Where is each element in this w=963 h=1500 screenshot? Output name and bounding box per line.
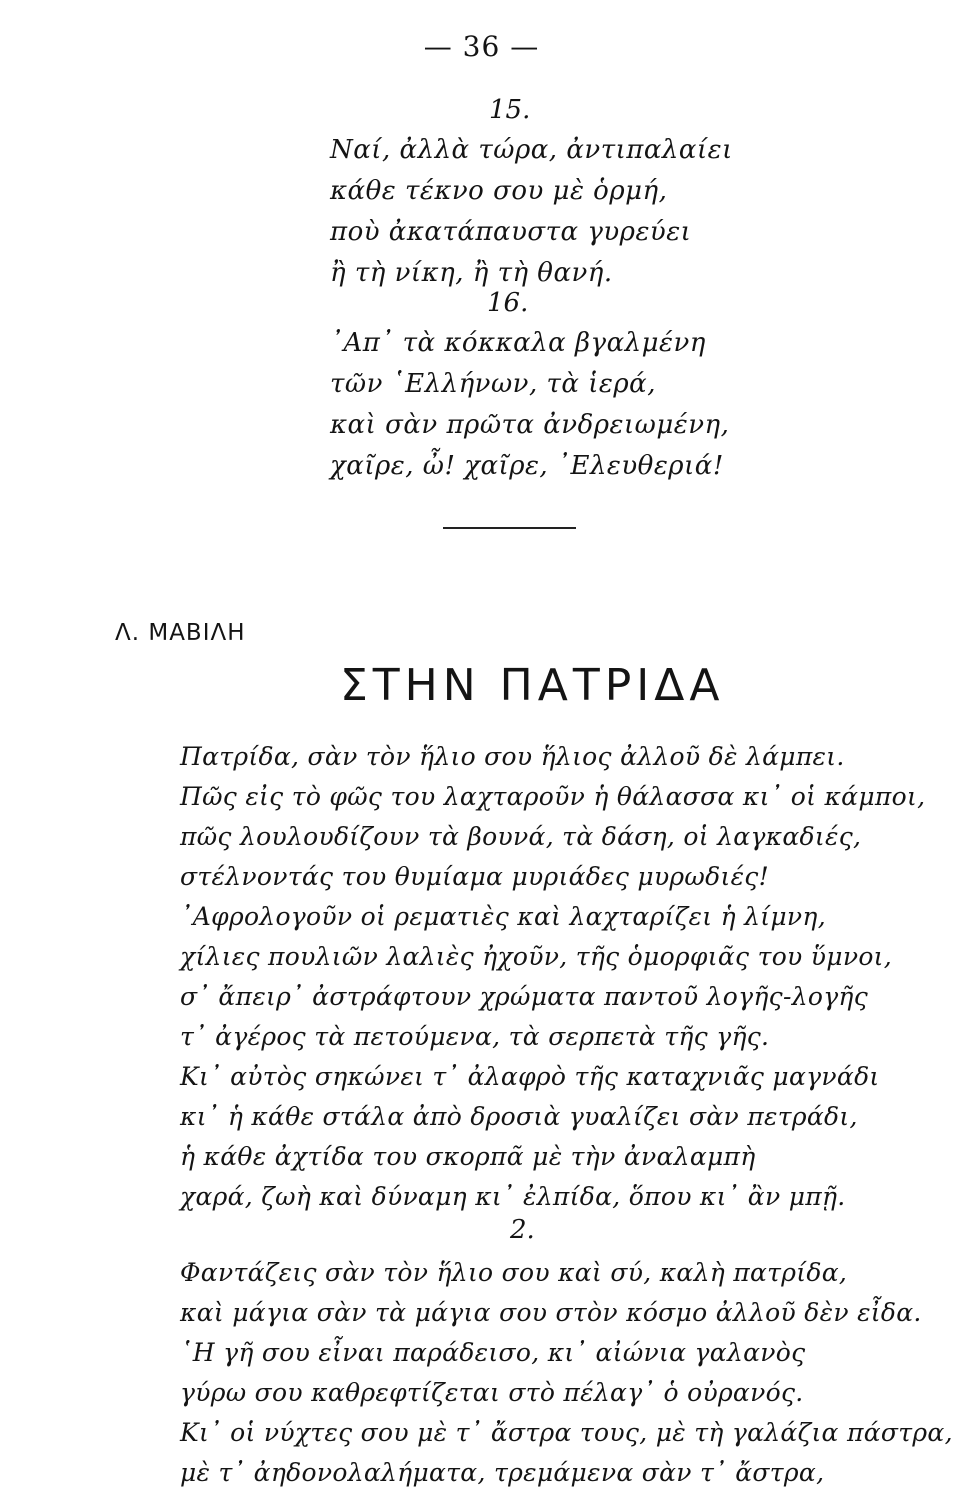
poem-line: χίλιες πουλιῶν λαλιὲς ἠχοῦν, τῆς ὁμορφιᾶς του ὕμνοι, [180, 942, 893, 971]
poem-line: γύρω σου καθρεφτίζεται στὸ πέλαγ᾿ ὁ οὐρανός. [180, 1378, 804, 1407]
verse-line: κάθε τέκνο σου μὲ ὁρμή, [330, 176, 668, 206]
poem-line: ᾿Αφρολογοῦν οἱ ρεματιὲς καὶ λαχταρίζει ἡ λίμνη, [180, 902, 826, 931]
poem-line: καὶ μάγια σὰν τὰ μάγια σου στὸν κόσμο ἀλλοῦ δὲν εἶδα. [180, 1298, 922, 1327]
poem-line: σ᾿ ἄπειρ᾿ ἀστράφτουν χρώματα παντοῦ λογῆς-λογῆς [180, 982, 869, 1011]
poem-line: Κι᾿ οἱ νύχτες σου μὲ τ᾿ ἄστρα τους, μὲ τὴ γαλάζια πάστρα, [180, 1418, 953, 1447]
section-number: 2. [510, 1215, 535, 1245]
poem-line: Πατρίδα, σὰν τὸν ἥλιο σου ἥλιος ἀλλοῦ δὲ λάμπει. [180, 742, 845, 771]
poem-line: μὲ τ᾿ ἀηδονολαλήματα, τρεμάμενα σὰν τ᾿ ἄστρα, [180, 1458, 825, 1487]
poem-line: ῾Η γῆ σου εἶναι παράδεισο, κι᾿ αἰώνια γαλανὸς [180, 1338, 806, 1367]
poem-line: κι᾿ ἡ κάθε στάλα ἀπὸ δροσιὰ γυαλίζει σὰν πετράδι, [180, 1102, 858, 1131]
stanza-number: 15. [489, 95, 531, 125]
poem-line: πῶς λουλουδίζουν τὰ βουνά, τὰ δάση, οἱ λαγκαδιές, [180, 822, 862, 851]
verse-line: Ναί, ἀλλὰ τώρα, ἀντιπαλαίει [330, 135, 733, 165]
poem-line: Κι᾿ αὐτὸς σηκώνει τ᾿ ἀλαφρὸ τῆς καταχνιᾶς μαγνάδι [180, 1062, 880, 1091]
poem-title: ΣΤΗΝ ΠΑΤΡΙΔΑ [340, 660, 725, 711]
page-number: — 36 — [423, 30, 540, 63]
stanza-number: 16. [487, 288, 529, 318]
verse-line: χαῖρε, ὦ! χαῖρε, ᾿Ελευθεριά! [330, 451, 724, 481]
poem-line: Φαντάζεις σὰν τὸν ἥλιο σου καὶ σύ, καλὴ πατρίδα, [180, 1258, 848, 1287]
author-name: Λ. ΜΑΒΙΛΗ [115, 620, 246, 646]
poem-line: στέλνοντάς του θυμίαμα μυριάδες μυρωδιές! [180, 862, 769, 891]
poem-line: ἡ κάθε ἀχτίδα του σκορπᾶ μὲ τὴν ἀναλαμπὴ [180, 1142, 756, 1171]
verse-line: ποὺ ἀκατάπαυστα γυρεύει [330, 217, 692, 247]
verse-line: καὶ σὰν πρῶτα ἀνδρειωμένη, [330, 410, 730, 440]
section-divider [443, 527, 576, 529]
poem-line: τ᾿ ἀγέρος τὰ πετούμενα, τὰ σερπετὰ τῆς γῆς. [180, 1022, 770, 1051]
poem-line: χαρά, ζωὴ καὶ δύναμη κι᾿ ἐλπίδα, ὅπου κι᾿ ἂν μπῇ. [180, 1182, 846, 1211]
poem-line: Πῶς εἰς τὸ φῶς του λαχταροῦν ἡ θάλασσα κι᾿ οἱ κάμποι, [180, 782, 926, 811]
verse-line: ᾿Απ᾿ τὰ κόκκαλα βγαλμένη [330, 328, 706, 358]
verse-line: τῶν ῾Ελλήνων, τὰ ἱερά, [330, 369, 656, 399]
verse-line: ἢ τὴ νίκη, ἢ τὴ θανή. [330, 258, 613, 288]
